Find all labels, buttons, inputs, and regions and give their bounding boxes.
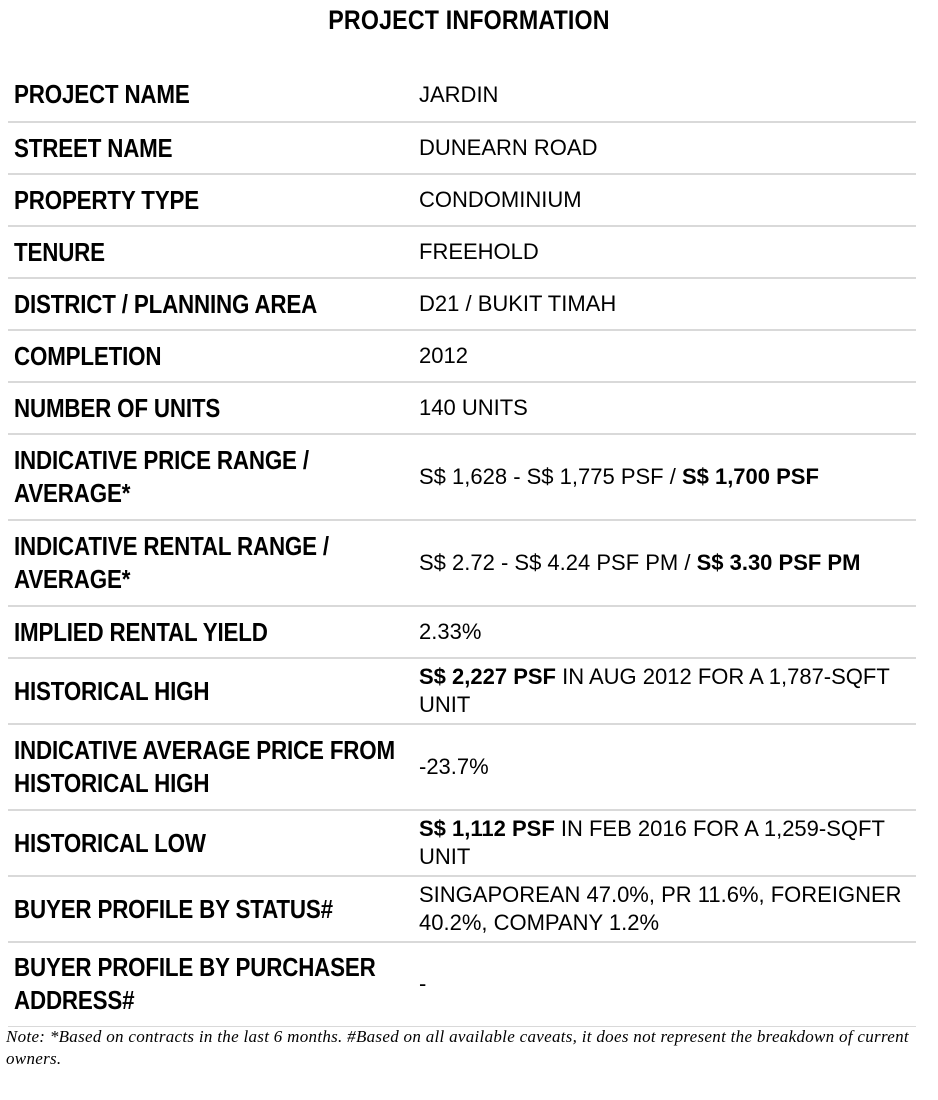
table-row bbox=[8, 278, 916, 330]
table-row bbox=[8, 658, 916, 724]
value-bold: S$ 3.30 PSF PM bbox=[696, 550, 861, 575]
row-value: 2.33% bbox=[412, 606, 916, 658]
row-value: SINGAPOREAN 47.0%, PR 11.6%, FOREIGNER 40.2%, COMPANY 1.2% bbox=[412, 876, 916, 942]
row-value: - bbox=[412, 942, 916, 1026]
table-row bbox=[8, 724, 916, 810]
value-plain: IN FEB 2016 FOR A 1,259-SQFT UNIT bbox=[419, 816, 885, 869]
row-label: HISTORICAL LOW bbox=[8, 810, 412, 876]
row-value: D21 / BUKIT TIMAH bbox=[412, 278, 916, 330]
table-row bbox=[8, 174, 916, 226]
table-row bbox=[8, 382, 916, 434]
value-bold: S$ 1,112 PSF bbox=[419, 816, 555, 841]
row-value: 140 UNITS bbox=[412, 382, 916, 434]
value-plain: S$ 1,628 - S$ 1,775 PSF / bbox=[419, 464, 682, 489]
row-label: INDICATIVE AVERAGE PRICE FROM HISTORICAL HIGH bbox=[8, 724, 412, 810]
row-value: 2012 bbox=[412, 330, 916, 382]
row-label: BUYER PROFILE BY STATUS# bbox=[8, 876, 412, 942]
value-plain: S$ 2.72 - S$ 4.24 PSF PM / bbox=[419, 550, 697, 575]
project-info-table bbox=[8, 68, 916, 1027]
row-value: CONDOMINIUM bbox=[412, 174, 916, 226]
row-label: TENURE bbox=[8, 226, 412, 278]
table-row bbox=[8, 810, 916, 876]
table-row bbox=[8, 68, 916, 122]
row-label: PROJECT NAME bbox=[8, 68, 412, 122]
table-row bbox=[8, 122, 916, 174]
table-row bbox=[8, 942, 916, 1026]
value-bold: S$ 2,227 PSF bbox=[419, 664, 556, 689]
row-value: FREEHOLD bbox=[412, 226, 916, 278]
row-label: INDICATIVE PRICE RANGE / AVERAGE* bbox=[8, 434, 412, 520]
row-label: INDICATIVE RENTAL RANGE / AVERAGE* bbox=[8, 520, 412, 606]
table-row bbox=[8, 434, 916, 520]
row-value bbox=[412, 434, 916, 520]
row-label: NUMBER OF UNITS bbox=[8, 382, 412, 434]
table-row bbox=[8, 520, 916, 606]
page-title: PROJECT INFORMATION bbox=[328, 5, 610, 35]
table-row bbox=[8, 330, 916, 382]
value-plain: IN AUG 2012 FOR A 1,787-SQFT UNIT bbox=[419, 664, 890, 717]
row-label: BUYER PROFILE BY PURCHASER ADDRESS# bbox=[8, 942, 412, 1026]
row-value bbox=[412, 520, 916, 606]
row-label: COMPLETION bbox=[8, 330, 412, 382]
value-bold: S$ 1,700 PSF bbox=[681, 464, 819, 489]
table-row bbox=[8, 606, 916, 658]
row-label: DISTRICT / PLANNING AREA bbox=[8, 278, 412, 330]
footnote: Note: *Based on contracts in the last 6 months. #Based on all available caveats, it does not represent the breakdown of current owners. bbox=[6, 1027, 909, 1068]
row-value: JARDIN bbox=[412, 68, 916, 122]
row-label: STREET NAME bbox=[8, 122, 412, 174]
table-row bbox=[8, 876, 916, 942]
row-label: HISTORICAL HIGH bbox=[8, 658, 412, 724]
row-value bbox=[412, 810, 916, 876]
row-value: -23.7% bbox=[412, 724, 916, 810]
row-value: DUNEARN ROAD bbox=[412, 122, 916, 174]
row-label: PROPERTY TYPE bbox=[8, 174, 412, 226]
table-row bbox=[8, 226, 916, 278]
row-label: IMPLIED RENTAL YIELD bbox=[8, 606, 412, 658]
row-value bbox=[412, 658, 916, 724]
